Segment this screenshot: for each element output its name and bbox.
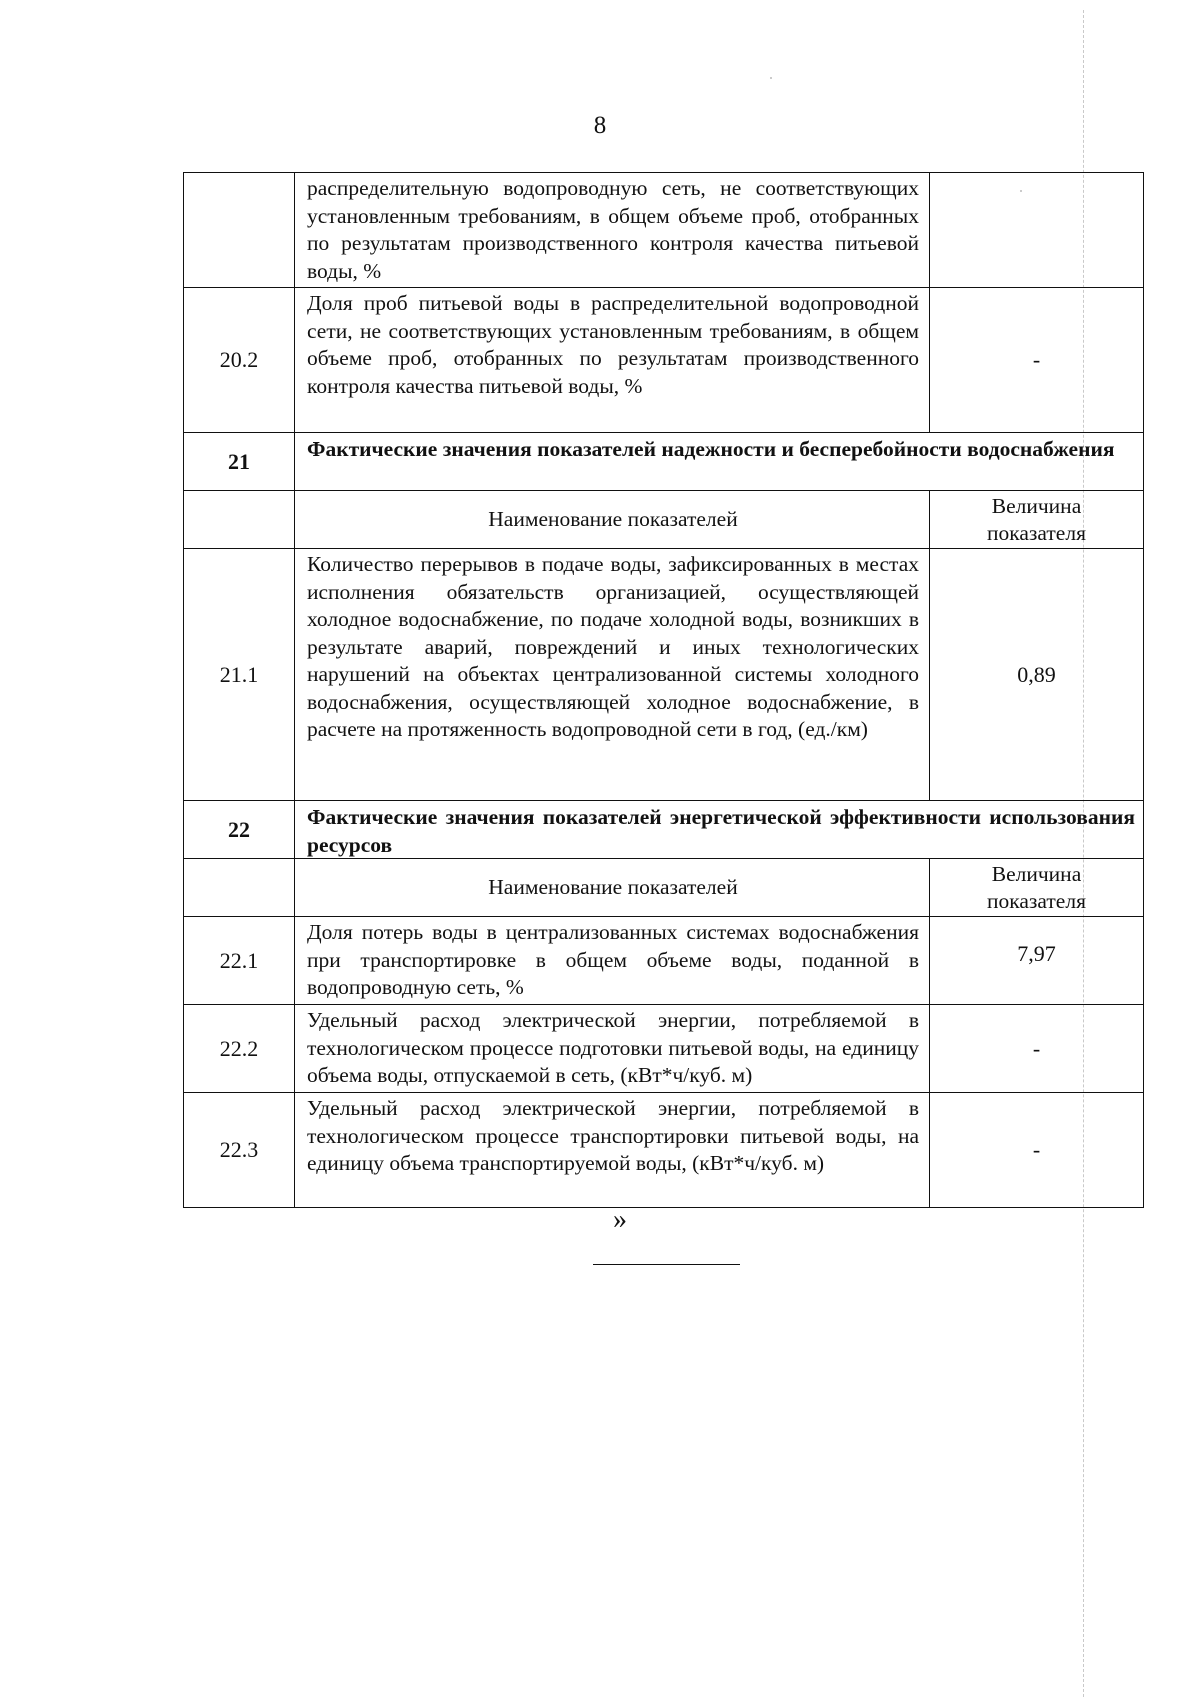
end-of-document-rule	[593, 1264, 740, 1265]
page-number: 8	[593, 112, 607, 139]
table-row	[183, 1005, 1144, 1093]
indicator-name: Удельный расход электрической энергии, потребляемой в технологическом процессе подготовки питьевой воды, на единицу объема воды, отпускаемой в сеть, (кВт*ч/куб. м)	[295, 1005, 930, 1092]
indicator-value: -	[1032, 347, 1041, 372]
row-number: 22.1	[184, 917, 295, 1004]
section-row	[183, 433, 1144, 491]
section-number: 21	[184, 433, 295, 490]
indicator-name: Доля потерь воды в централизованных системах водоснабжения при транспортировке в общем объеме воды, поданной в водопроводную сеть, %	[295, 917, 930, 1004]
section-row	[183, 801, 1144, 859]
table-row	[183, 549, 1144, 801]
header-number-cell	[184, 859, 295, 916]
header-value-line-2: показателя	[987, 888, 1086, 913]
indicator-value	[930, 173, 1143, 287]
indicator-name: Удельный расход электрической энергии, потребляемой в технологическом процессе транспортировки питьевой воды, на единицу объема транспортируемой воды, (кВт*ч/куб. м)	[295, 1093, 930, 1207]
header-name: Наименование показателей	[295, 859, 930, 916]
indicator-name: Доля проб питьевой воды в распределительной водопроводной сети, не соответствующих установленным требованиям, в общем объеме проб, отобранных по результатам производственного контроля качества питьевой воды, %	[295, 288, 930, 432]
row-number: 22.3	[184, 1093, 295, 1207]
table-row	[183, 288, 1144, 433]
indicators-table	[183, 172, 1144, 1208]
section-title: Фактические значения показателей энергетической эффективности использования ресурсов	[307, 805, 1135, 857]
row-number: 21.1	[184, 549, 295, 800]
row-number: 22.2	[184, 1005, 295, 1092]
header-value	[930, 859, 1143, 916]
header-value-line-1: Величина	[991, 493, 1082, 518]
row-number: 20.2	[184, 288, 295, 432]
indicator-value: 0,89	[1017, 661, 1056, 687]
table-row	[183, 1093, 1144, 1208]
indicator-value: -	[1032, 1137, 1041, 1162]
indicator-value: 7,97	[1017, 941, 1056, 966]
table-row	[183, 172, 1144, 288]
header-name: Наименование показателей	[295, 491, 930, 548]
closing-quote-mark: »	[613, 1204, 627, 1235]
header-value-line-1: Величина	[991, 861, 1082, 886]
header-number-cell	[184, 491, 295, 548]
indicator-value: -	[1032, 1035, 1041, 1061]
section-title: Фактические значения показателей надежности и бесперебойности водоснабжения	[307, 437, 1115, 461]
row-number	[184, 173, 295, 287]
column-header-row	[183, 491, 1144, 549]
scan-speck	[770, 77, 772, 79]
header-value-line-2: показателя	[987, 520, 1086, 545]
header-value	[930, 491, 1143, 548]
column-header-row	[183, 859, 1144, 917]
indicator-name: Количество перерывов в подаче воды, зафиксированных в местах исполнения обязательств организацией, осуществляющей холодное водоснабжение, по подаче холодной воды, возникших в результате аварий, повреждений и иных технологических нарушений на объектах централизованной системы холодного водоснабжения, осуществляющей холодное водоснабжение, в расчете на протяженность водопроводной сети в год, (ед./км)	[295, 549, 930, 800]
section-number: 22	[184, 801, 295, 858]
table-row	[183, 917, 1144, 1005]
indicator-name: распределительную водопроводную сеть, не соответствующих установленным требованиям, в общем объеме проб, отобранных по результатам производственного контроля качества питьевой воды, %	[295, 173, 930, 287]
